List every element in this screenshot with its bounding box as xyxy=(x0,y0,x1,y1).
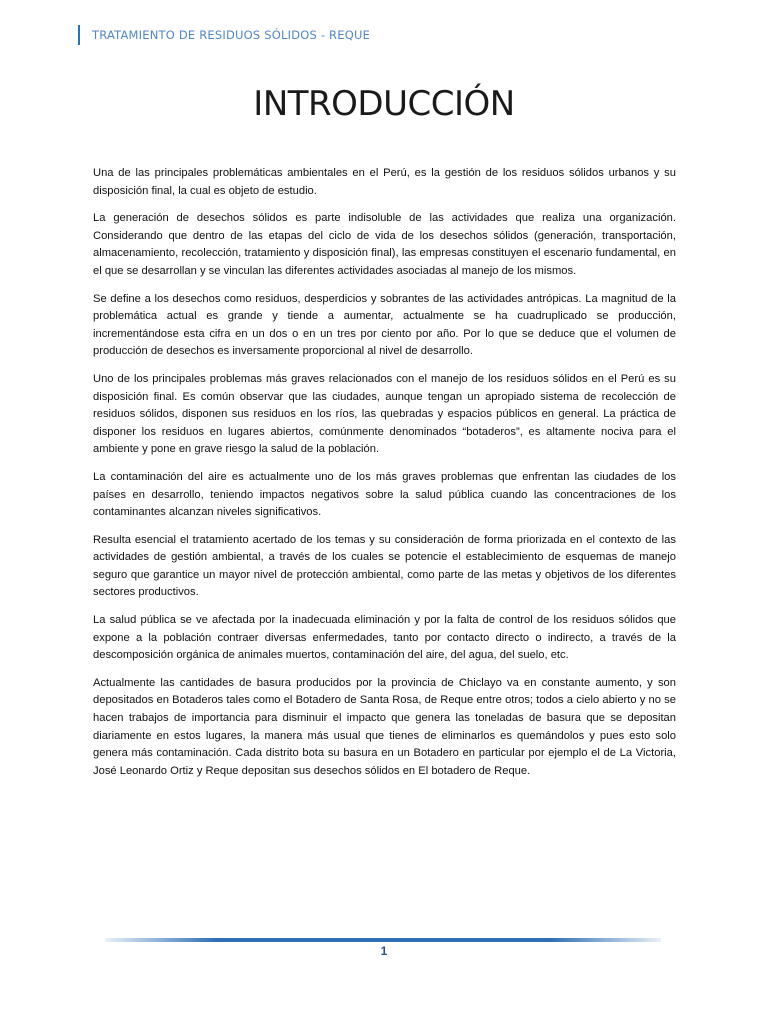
paragraph: La generación de desechos sólidos es parte indisoluble de las actividades que realiza una organización. Considerando que dentro de las etapas del ciclo de vida de los desechos sólidos (generación, transportación, almacenamiento, recolección, tratamiento y disposición final), las empresas constituyen el escenario fundamental, en el que se desarrollan y se vinculan las diferentes actividades asociadas al manejo de los mismos. xyxy=(93,212,676,277)
paragraph: Una de las principales problemáticas ambientales en el Perú, es la gestión de los residuos sólidos urbanos y su disposición final, la cual es objeto de estudio. xyxy=(93,167,676,197)
paragraph: La contaminación del aire es actualmente uno de los más graves problemas que enfrentan las ciudades de los países en desarrollo, teniendo impactos negativos sobre la salud pública cuando las concentraciones de los contaminantes alcanzan niveles significativos. xyxy=(93,470,676,519)
footer-divider xyxy=(105,938,661,942)
paragraph: Actualmente las cantidades de basura producidos por la provincia de Chiclayo va en constante aumento, y son depositados en Botaderos tales como el Botadero de Santa Rosa, de Reque entre otros; todos a cielo abierto y no se hacen trabajos de importancia para disminuir el impacto que genera las toneladas de basura que se depositan diariamente en estos lugares, la manera más usual que tienes de eliminarlos es quemándolos y pues esto solo genera más contaminación. Cada distrito bota su basura en un Botadero en particular por ejemplo el de La Victoria, José Leonardo Ortiz y Reque depositan sus desechos sólidos en El botadero de Reque. xyxy=(93,676,676,777)
page-title: INTRODUCCIÓN xyxy=(253,84,515,124)
paragraph: Resulta esencial el tratamiento acertado de los temas y su consideración de forma priorizada en el contexto de las actividades de gestión ambiental, a través de los cuales se potencie el establecimiento de esquemas de manejo seguro que garantice un mayor nivel de protección ambiental, como parte de las metas y objetivos de los diferentes sectores productivos. xyxy=(93,533,676,599)
paragraph: La salud pública se ve afectada por la inadecuada eliminación y por la falta de control de los residuos sólidos que expone a la población contraer diversas enfermedades, tanto por contacto directo o indirecto, a través de la descomposición orgánica de animales muertos, contaminación del aire, del agua, del suelo, etc. xyxy=(93,614,676,662)
running-header: TRATAMIENTO DE RESIDUOS SÓLIDOS - REQUE xyxy=(78,25,370,45)
paragraph: Se define a los desechos como residuos, desperdicios y sobrantes de las actividades antrópicas. La magnitud de la problemática actual es grande y tiende a aumentar, actualmente se ha cuadruplicado se producción, incrementándose esta cifra en un dos o en un tres por ciento por año. Por lo que se deduce que el volumen de producción de desechos es inversamente proporcional al nivel de desarrollo. xyxy=(93,292,676,358)
paragraph: Uno de los principales problemas más graves relacionados con el manejo de los residuos sólidos en el Perú es su disposición final. Es común observar que las ciudades, aunque tengan un apropiado sistema de recolección de residuos sólidos, disponen sus residuos en los ríos, las quebradas y espacios públicos en general. La práctica de disponer los residuos en lugares abiertos, comúnmente denominados “botaderos”, es altamente nociva para el ambiente y pone en grave riesgo la salud de la población. xyxy=(93,372,676,456)
body-text xyxy=(93,165,676,790)
page-number: 1 xyxy=(380,944,388,958)
